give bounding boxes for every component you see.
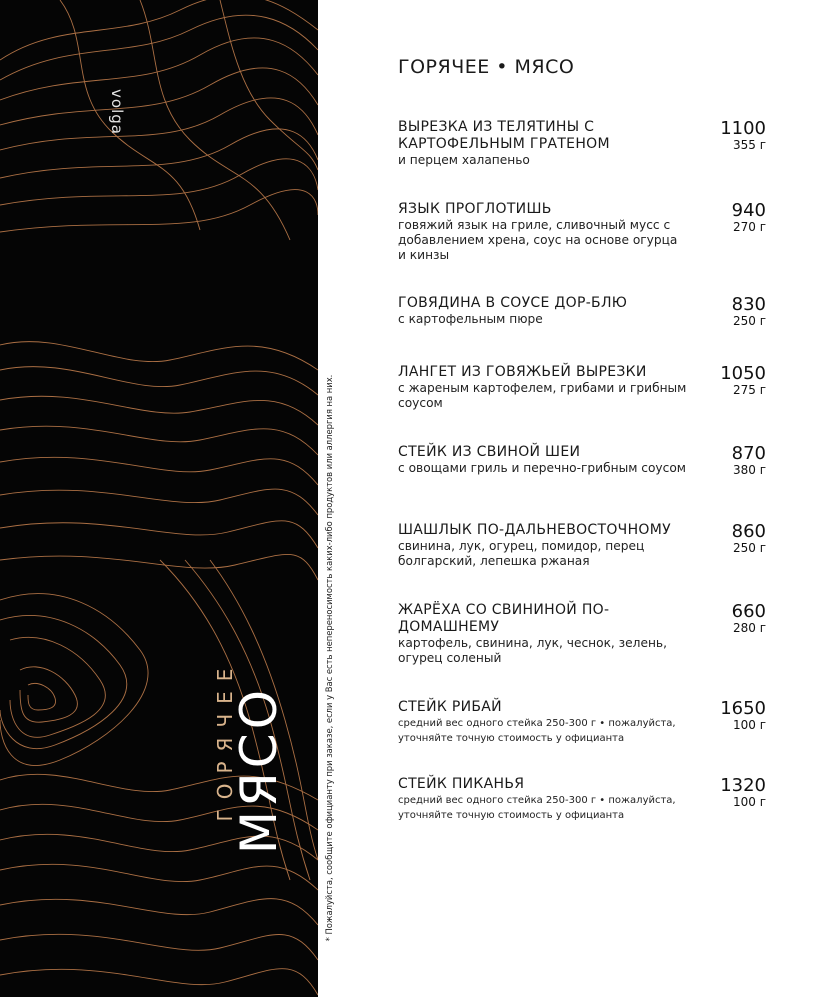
item-weight: 275 г xyxy=(732,383,766,397)
item-price: 660 xyxy=(731,601,766,622)
item-name: СТЕЙК РИБАЙ xyxy=(398,699,502,715)
menu-item xyxy=(398,364,768,411)
page-title: ГОРЯЧЕЕ • МЯСО xyxy=(398,56,575,78)
menu-item xyxy=(398,602,768,666)
item-name: ВЫРЕЗКА ИЗ ТЕЛЯТИНЫ С КАРТОФЕЛЬНЫМ ГРАТЕНОМ xyxy=(398,119,610,152)
item-price: 940 xyxy=(731,200,766,221)
side-title-text: МЯСО xyxy=(230,685,288,855)
item-description: с овощами гриль и перечно-грибным соусом xyxy=(398,461,686,475)
item-name: ЛАНГЕТ ИЗ ГОВЯЖЬЕЙ ВЫРЕЗКИ xyxy=(398,364,647,380)
brand-logo xyxy=(107,72,127,152)
item-name: СТЕЙК ПИКАНЬЯ xyxy=(398,776,525,792)
item-weight: 280 г xyxy=(732,621,766,635)
item-description: и перцем халапеньо xyxy=(398,153,530,167)
side-subtitle-text: ГОРЯЧЕЕ xyxy=(213,658,237,822)
side-title xyxy=(230,680,288,860)
item-description: картофель, свинина, лук, чеснок, зелень, огурец соленый xyxy=(398,636,667,665)
decorative-panel xyxy=(0,0,318,997)
item-weight: 355 г xyxy=(732,138,766,152)
item-weight: 270 г xyxy=(732,220,766,234)
item-description: средний вес одного стейка 250-300 г • пожалуйста, уточняйте точную стоимость у официанта xyxy=(398,795,676,821)
item-weight: 380 г xyxy=(732,463,766,477)
item-description: с картофельным пюре xyxy=(398,312,543,326)
item-description: свинина, лук, огурец, помидор, перец болгарский, лепешка ржаная xyxy=(398,539,645,568)
item-name: ЯЗЫК ПРОГЛОТИШЬ xyxy=(398,201,552,217)
item-price: 870 xyxy=(731,443,766,464)
menu-item xyxy=(398,522,768,569)
item-price: 1050 xyxy=(720,363,766,384)
item-description: с жареным картофелем, грибами и грибным соусом xyxy=(398,381,687,410)
item-weight: 250 г xyxy=(732,541,766,555)
item-price: 1320 xyxy=(720,775,766,796)
item-name: ШАШЛЫК ПО-ДАЛЬНЕВОСТОЧНОМУ xyxy=(398,522,671,538)
item-description: средний вес одного стейка 250-300 г • пожалуйста, уточняйте точную стоимость у официанта xyxy=(398,718,676,744)
menu-item xyxy=(398,699,768,746)
allergy-footnote xyxy=(318,374,340,942)
brand-name: volga xyxy=(108,89,126,135)
item-name: ГОВЯДИНА В СОУСЕ ДОР-БЛЮ xyxy=(398,295,628,311)
item-name: ЖАРЁХА СО СВИНИНОЙ ПО-ДОМАШНЕМУ xyxy=(398,602,610,635)
item-name: СТЕЙК ИЗ СВИНОЙ ШЕИ xyxy=(398,444,581,460)
menu-item xyxy=(398,119,768,168)
item-weight: 250 г xyxy=(732,314,766,328)
item-price: 1650 xyxy=(720,698,766,719)
menu-item xyxy=(398,444,768,476)
allergy-footnote-text: * Пожалуйста, сообщите официанту при заказе, если у Вас есть непереносимость каких-либо продуктов или аллергия на них. xyxy=(324,374,334,942)
menu-item xyxy=(398,201,768,263)
item-weight: 100 г xyxy=(732,718,766,732)
menu-item xyxy=(398,295,768,327)
item-price: 1100 xyxy=(720,118,766,139)
item-description: говяжий язык на гриле, сливочный мусс с добавлением хрена, соус на основе огурца и кинзы xyxy=(398,218,678,262)
item-weight: 100 г xyxy=(732,795,766,809)
item-price: 830 xyxy=(731,294,766,315)
menu-item xyxy=(398,776,768,823)
item-price: 860 xyxy=(731,521,766,542)
